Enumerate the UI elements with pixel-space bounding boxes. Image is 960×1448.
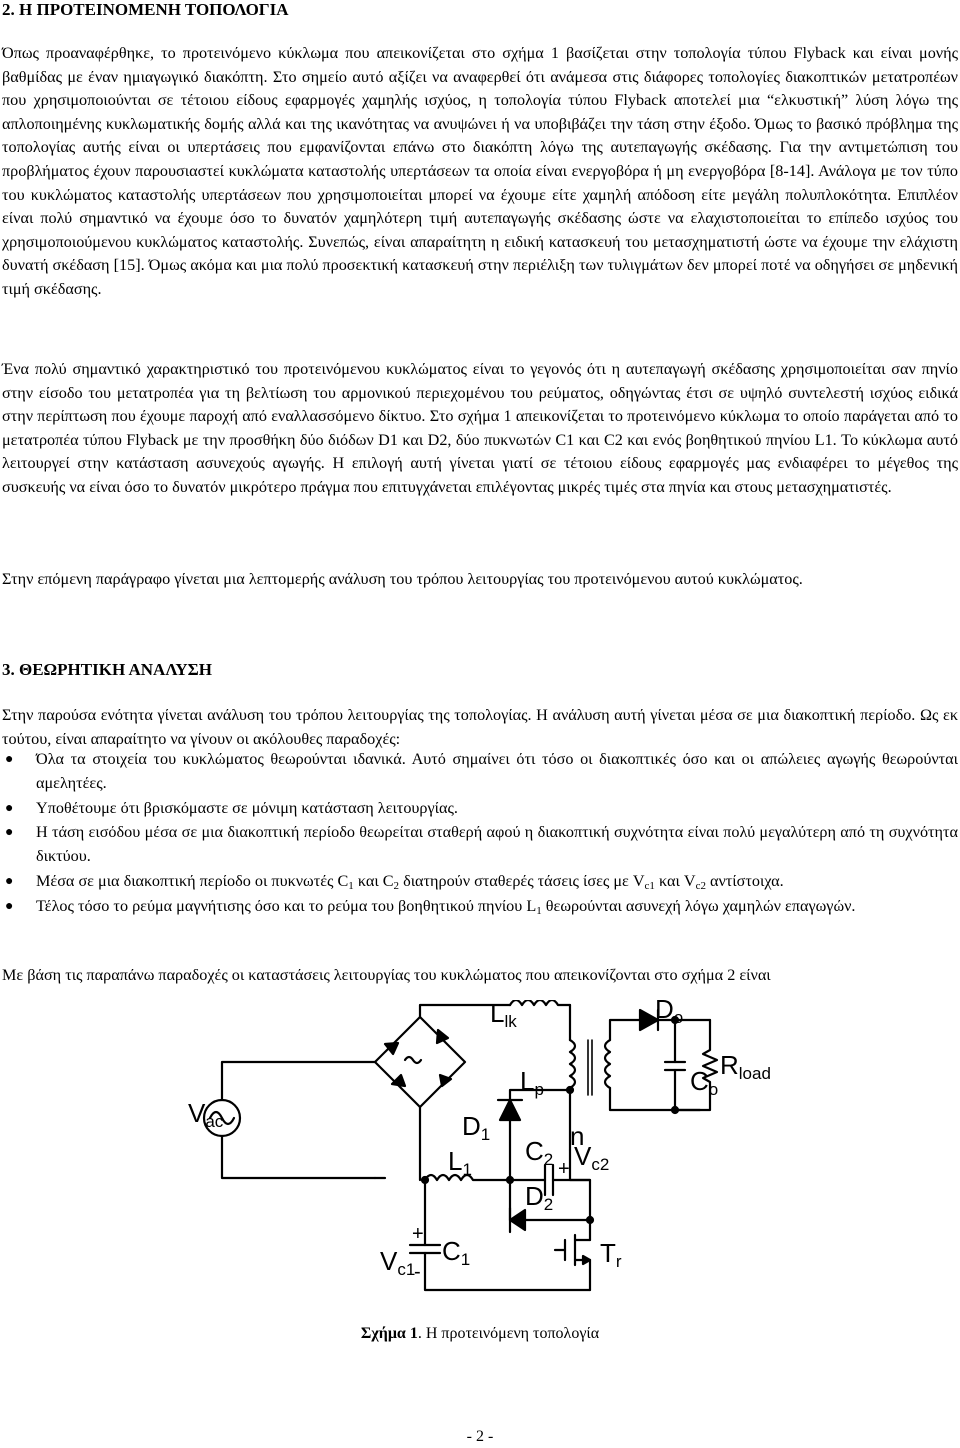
bullet-icon: ● xyxy=(5,898,14,914)
rload-label: Rload xyxy=(720,1050,770,1083)
list-item xyxy=(0,797,958,821)
list-item xyxy=(0,821,958,869)
section-3-paragraph-2: Με βάση τις παραπάνω παραδοχές οι καταστάσεις λειτουργίας του κυκλώματος που απεικονίζονται στο σχήμα 2 είναι xyxy=(2,966,771,984)
llk-label: Llk xyxy=(490,1000,517,1031)
tr-label: Tr xyxy=(600,1238,622,1271)
do-label: Do xyxy=(655,1000,684,1027)
section-2-paragraph-2: Ένα πολύ σημαντικό χαρακτηριστικό του προτεινόμενου κυκλώματος είναι το γεγονός ότι η αυτεπαγωγή σκέδασης χρησιμοποιείται σαν πηνίο στην είσοδο του μετατροπέα για τη βελτίωση του αρμονικού περιεχομένου του ρεύματος, οδηγώντας έτσι σε υψηλό συντελεστή ισχύος ειδικά στην περίπτωση που έχουμε παροχή από εναλλασσόμενο δίκτυο. Στο σχήμα 1 απεικονίζεται το προτεινόμενο κύκλωμα το οποίο παράγεται από το μετατροπέα τύπου Flyback με την προσθήκη δύο διόδων D1 και D2, δύο πυκνωτών C1 και C2 και ενός βοηθητικού πηνίου L1. Το κύκλωμα αυτό λειτουργεί στην κατάσταση ασυνεχούς αγωγής. Η επιλογή αυτή γίνεται γιατί σε τέτοιου είδους εφαρμογές μας ενδιαφέρει το μέγεθος της συσκευής να είναι όσο το δυνατόν μικρότερο πράγμα που επιτυγχάνεται επιλέγοντας μικρές τιμές στα πηνία και στους μετασχηματιστές. xyxy=(2,360,958,496)
bullet-icon: ● xyxy=(5,800,14,816)
list-item-text: Όλα τα στοιχεία του κυκλώματος θεωρούνται ιδανικά. Αυτό σημαίνει ότι τόσο οι διακοπτικές όσο και οι απώλειες αγωγής θεωρούνται αμελητέες. xyxy=(36,750,958,792)
list-item-text: Τέλος τόσο το ρεύμα μαγνήτισης όσο και το ρεύμα του βοηθητικού πηνίου $L_1$ θεωρούνται ασυνεχή λόγω χαμηλών επαγωγών. xyxy=(36,896,856,917)
c1-label: C1 xyxy=(442,1236,471,1269)
vc1-plus-label: + xyxy=(412,1223,424,1245)
circuit-figure xyxy=(180,1000,770,1305)
page-number: - 2 - xyxy=(466,1428,494,1445)
section-3-paragraph-1: Στην παρούσα ενότητα γίνεται ανάλυση του τρόπου λειτουργίας της τοπολογίας. Η ανάλυση αυτή γίνεται μέσα σε μια διακοπτική περίοδο. Ως εκ τούτου, είναι απαραίτητο να γίνουν οι ακόλουθες παραδοχές: xyxy=(2,706,958,748)
l1-label: L1 xyxy=(448,1146,472,1179)
n-label: n xyxy=(570,1121,585,1151)
section-2-paragraph-1: Όπως προαναφέρθηκε, το προτεινόμενο κύκλωμα που απεικονίζεται στο σχήμα 1 βασίζεται στην τοπολογία τύπου Flyback και είναι μονής βαθμίδας με έναν ημιαγωγικό διακόπτη. Στο σημείο αυτό αξίζει να αναφερθεί ότι ανάμεσα στις διάφορες τοπολογίες διακοπτικών μετατροπέων που χρησιμοποιούνται σε τέτοιου είδους εφαρμογές χαμηλής ισχύος, η τοπολογία τύπου Flyback αποτελεί μια “ελκυστική” λύση λόγω της απλοποιημένης κυκλωματικής δομής αλλά και της ικανότητας να ανυψώνει ή να υποβιβάζει την τάση στην έξοδο. Όμως το βασικό πρόβλημα της τοπολογίας αυτής είναι οι υπερτάσεις που εμφανίζονται επάνω στο διακόπτη λόγω της αυτεπαγωγής σκέδασης. Για την αντιμετώπιση του προβλήματος έχουν παρουσιαστεί κυκλώματα καταστολής υπερτάσεων τα οποία είναι ενεργοβόρα ή μη ενεργοβόρα [8-14]. Ανάλογα με τον τύπο του κυκλώματος καταστολής υπερτάσεων που χρησιμοποιείται μπορεί να έχουμε είτε χαμηλή απόδοση είτε μεγάλη πολυπλοκότητα. Επιπλέον είναι πολύ σημαντικό να έχουμε όσο το δυνατόν χαμηλότερη τιμή αυτεπαγωγής σκέδασης ώστε να ελαχιστοποιείται το επίπεδο ισχύος του χρησιμοποιούμενου κυκλώματος καταστολής. Συνεπώς, είναι απαραίτητη η ειδική κατασκευή του μετασχηματιστή ώστε να έχουμε την ελάχιστη δυνατή σκέδαση [15]. Όμως ακόμα και μια πολύ προσεκτική κατασκευή στην περιέλιξη των τυλιγμάτων δεν μπορεί ποτέ να οδηγήσει σε μηδενική τιμή σκέδασης. xyxy=(2,44,958,298)
vc2-plus-label: + xyxy=(558,1158,570,1180)
output-capacitor-icon xyxy=(665,1020,685,1110)
d1-label: D1 xyxy=(462,1111,491,1144)
caption-label: Σχήμα 1 xyxy=(360,1325,418,1342)
lp-label: Lp xyxy=(520,1066,544,1099)
c2-label: C2 xyxy=(525,1136,554,1169)
list-item xyxy=(0,870,958,894)
transformer-secondary-icon xyxy=(605,1020,700,1110)
vac-label: Vac xyxy=(188,1098,224,1131)
bullet-icon: ● xyxy=(5,873,14,889)
list-item-text: Μέσα σε μια διακοπτική περίοδο οι πυκνωτές $C_1$ και $C_2$ διατηρούν σταθερές τάσεις ίσες με $V_{c1}$ και $V_{c2}$ αντίστοιχα. xyxy=(36,871,784,892)
leakage-inductor-icon xyxy=(510,1000,570,1040)
figure-caption xyxy=(0,1324,960,1344)
ac-source-icon xyxy=(204,1062,375,1178)
section-2-heading: 2. Η ΠΡΟΤΕΙΝΟΜΕΝΗ ΤΟΠΟΛΟΓΙΑ xyxy=(2,0,289,19)
list-item xyxy=(0,895,958,919)
list-item-text: Υποθέτουμε ότι βρισκόμαστε σε μόνιμη κατάσταση λειτουργίας. xyxy=(36,798,458,817)
co-label: Co xyxy=(690,1066,719,1099)
section-3-heading: 3. ΘΕΩΡΗΤΙΚΗ ΑΝΑΛΥΣΗ xyxy=(2,660,212,679)
section-2-paragraph-3: Στην επόμενη παράγραφο γίνεται μια λεπτομερής ανάλυση του τρόπου λειτουργίας του προτεινόμενου αυτού κυκλώματος. xyxy=(2,570,803,588)
d2-label: D2 xyxy=(525,1181,554,1214)
circuit-diagram xyxy=(180,1000,770,1305)
bullet-icon: ● xyxy=(5,825,14,841)
list-item xyxy=(0,748,958,796)
caption-text: . Η προτεινόμενη τοπολογία xyxy=(417,1325,600,1342)
list-item-text: Η τάση εισόδου μέσα σε μια διακοπτική περίοδο θεωρείται σταθερή αφού η διακοπτική συχνότητα είναι πολύ μεγαλύτερη από τη συχνότητα δικτύου. xyxy=(36,823,958,866)
capacitor-c1-icon xyxy=(410,1180,590,1290)
vc1-minus-label: - xyxy=(414,1261,421,1283)
assumptions-list xyxy=(0,748,958,920)
vc1-label: Vc1 xyxy=(380,1246,416,1279)
bridge-rectifier-icon xyxy=(375,1005,510,1180)
vc2-label: Vc2 xyxy=(574,1141,610,1174)
bullet-icon: ● xyxy=(5,752,14,767)
